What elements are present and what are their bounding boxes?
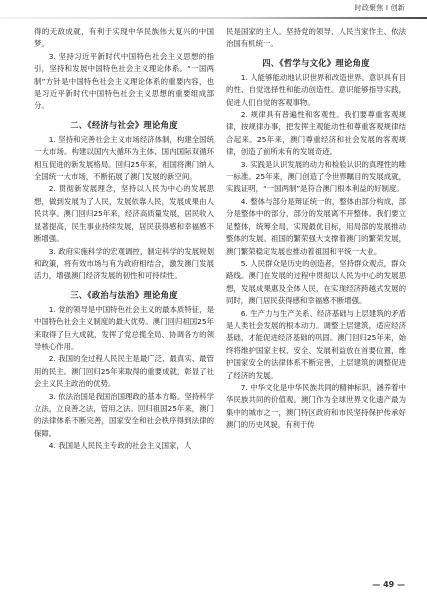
body-paragraph: 3. 坚持习近平新时代中国特色社会主义思想的指引，坚持和发展中国特色社会主义理论体系。“一国两制”方针是中国特色社会主义理论体系的重要内容，也是习近平新时代中国特色社会主义思想的重要组成部分。 [34, 51, 214, 111]
body-paragraph: 3. 实践是认识发展的动力和检验认识的真理性的唯一标准。25年来，澳门创造了令世界瞩目的发展成就，实践证明，“一国两制”是符合澳门根本利益的好制度。 [226, 159, 406, 194]
body-paragraph: 3. 依法治国是我国治国理政的基本方略。坚持科学立法，立良善之法，管用之法。回归祖国25年来，澳门的法律体系不断完善，国家安全和社会秩序得到法律的保障。 [34, 391, 214, 438]
body-paragraph: 1. 党的领导是中国特色社会主义的最本质特征，是中国特色社会主义制度的最大优势。澳门回归祖国25年来取得了巨大成就，发挥了党总揽全局、协调各方的领导核心作用。 [34, 304, 214, 351]
right-column [226, 26, 406, 432]
header-section-label: 时政聚焦 Ⅰ 创新 [354, 4, 405, 12]
left-column [34, 26, 214, 453]
body-paragraph: 1. 人能够能动地认识世界和改造世界。意识具有目的性、自觉选择性和能动创造性。意识能够指导实践，促进人们自觉的客观事物。 [226, 72, 406, 107]
body-paragraph: 得的无敌成就，有利于实现中华民族伟大复兴的中国梦。 [34, 27, 214, 49]
body-paragraph: 5. 人民群众是历史的创造者，坚持群众观点，群众路线。澳门在发展的过程中贯彻以人民为中心的发展思想，发展成果惠及全体人民，在实现经济跨越式发展的同时，澳门居民获得感和幸福感不断增强。 [226, 258, 406, 306]
body-paragraph: 2. 贯彻新发展理念，坚持以人民为中心的发展思想，做到发展为了人民，发展依靠人民，发展成果由人民共享。澳门回归25年来，经济高质量发展，居民收入显著提高，民生事业持续发展，居民获得感和幸福感不断增强。 [34, 184, 214, 244]
body-paragraph: 2. 规律具有普遍性和客观性。我们要尊重客观规律，按规律办事，把发挥主观能动性和尊重客观规律结合起来。25年来，澳门尊重经济和社会发展的客观规律，创造了前所未有的发展奇迹。 [226, 110, 406, 157]
page-number: — 49 — [372, 580, 405, 589]
body-paragraph: 6. 生产力与生产关系、经济基础与上层建筑的矛盾是人类社会发展的根本动力。调整上层建筑，适应经济基础，才能促进经济基础的巩固。澳门回归25年来，始终将维护国家主权、安全、发展利益放在首要位置，维护国家安全的法律体系不断完善，上层建筑的调整促进了经济的发展。 [226, 308, 406, 380]
body-paragraph: 4. 整体与部分是辩证统一的，整体由部分构成，部分是整体中的部分，部分的发展离不开整体。我们要立足整体，统筹全局，实现最优目标，用局部的发展推动整体的发展。祖国的繁荣强大支撑着澳门的繁荣发展，澳门繁荣稳定发展也推动着祖国和平统一大业。 [226, 196, 406, 256]
body-paragraph: 民是国家的主人。坚持党的领导、人民当家作主、依法治国有机统一。 [226, 27, 406, 49]
body-paragraph: 7. 中华文化是中华民族共同的精神标识，涵养着中华民族共同的价值观。澳门作为全球世界文化遗产最为集中的城市之一，澳门特区政府和市民坚持保护传承好澳门的历史风貌，有利于传 [226, 382, 406, 430]
body-paragraph: 4. 我国是人民民主专政的社会主义国家，人 [48, 441, 192, 451]
section-heading: 三、《政治与法治》理论角度 [70, 289, 178, 300]
section-heading: 四、《哲学与文化》理论角度 [262, 57, 370, 68]
body-paragraph: 3. 政府实施科学的宏观调控，制定科学的发展规划和政策，将有效市场与有为政府相结合，激发澳门发展活力，增强澳门经济发展的韧性和可持续性。 [34, 246, 214, 281]
page-header [0, 0, 427, 18]
header-rule [0, 17, 427, 19]
body-paragraph: 1. 坚持和完善社会主义市场经济体制，构建全国统一大市场。构建以国内大循环为主体、国内国际双循环相互促进的新发展格局。回归25年来，祖国将澳门纳入全国统一大市场，不断拓展了澳门发展的新空间。 [34, 134, 214, 182]
section-heading: 二、《经济与社会》理论角度 [70, 119, 178, 130]
body-paragraph: 2. 我国的全过程人民民主是最广泛、最真实、最管用的民主。澳门回归25年来取得的重要成就，彰显了社会主义民主政治的优势。 [34, 354, 214, 389]
